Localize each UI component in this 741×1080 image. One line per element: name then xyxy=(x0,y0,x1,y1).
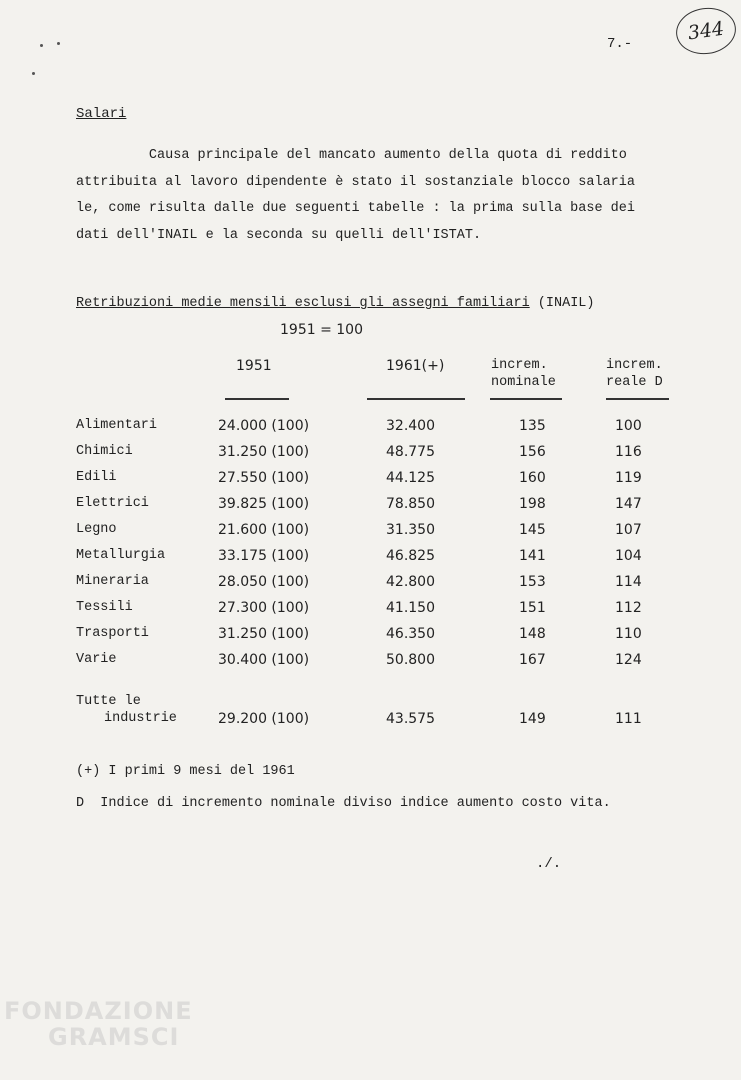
value-real: 100 xyxy=(615,418,642,434)
value-real: 112 xyxy=(615,600,642,616)
table-row xyxy=(0,548,741,568)
value-1961: 44.125 xyxy=(386,470,435,486)
scan-speck xyxy=(40,44,43,47)
row-label: Chimici xyxy=(76,444,133,459)
header-rule xyxy=(490,398,562,400)
total-nominal: 149 xyxy=(519,711,546,727)
value-real: 119 xyxy=(615,470,642,486)
paragraph-line: dati dell'INAIL e la seconda su quelli dell'ISTAT. xyxy=(76,228,482,243)
header-rule xyxy=(367,398,465,400)
header-rule xyxy=(606,398,669,400)
value-real: 124 xyxy=(615,652,642,668)
header-nominal-line1: increm. xyxy=(491,358,548,373)
table-row xyxy=(0,574,741,594)
value-1951: 31.250 (100) xyxy=(218,444,310,460)
value-nominal: 151 xyxy=(519,600,546,616)
value-real: 107 xyxy=(615,522,642,538)
paragraph-line: le, come risulta dalle due seguenti tabelle : la prima sulla base dei xyxy=(76,201,635,216)
value-nominal: 148 xyxy=(519,626,546,642)
value-1961: 31.350 xyxy=(386,522,435,538)
table-title-source: (INAIL) xyxy=(529,296,595,311)
scan-speck xyxy=(57,42,60,45)
paragraph-line: attribuita al lavoro dipendente è stato il sostanziale blocco salaria xyxy=(76,175,635,190)
value-1961: 42.800 xyxy=(386,574,435,590)
value-nominal: 145 xyxy=(519,522,546,538)
watermark-line1: FONDAZIONE xyxy=(4,997,193,1025)
value-1951: 31.250 (100) xyxy=(218,626,310,642)
page-number: 7.- xyxy=(607,36,633,52)
table-row xyxy=(0,496,741,516)
footnote-d: D Indice di incremento nominale diviso indice aumento costo vita. xyxy=(76,796,611,811)
paragraph-line: Causa principale del mancato aumento della quota di reddito xyxy=(76,148,627,163)
value-1951: 39.825 (100) xyxy=(218,496,310,512)
footnote-plus: (+) I primi 9 mesi del 1961 xyxy=(76,764,295,779)
value-1961: 32.400 xyxy=(386,418,435,434)
header-1961: 1961(+) xyxy=(386,358,445,374)
value-1961: 50.800 xyxy=(386,652,435,668)
table-row xyxy=(0,444,741,464)
row-label: Varie xyxy=(76,652,117,667)
value-1951: 30.400 (100) xyxy=(218,652,310,668)
row-label: Elettrici xyxy=(76,496,149,511)
total-real: 111 xyxy=(615,711,642,727)
row-label: Tessili xyxy=(76,600,133,615)
value-1951: 33.175 (100) xyxy=(218,548,310,564)
table-row xyxy=(0,418,741,438)
value-1961: 48.775 xyxy=(386,444,435,460)
table-row xyxy=(0,600,741,620)
value-nominal: 156 xyxy=(519,444,546,460)
scan-speck xyxy=(32,72,35,75)
total-1951: 29.200 (100) xyxy=(218,711,310,727)
value-real: 104 xyxy=(615,548,642,564)
row-label: Alimentari xyxy=(76,418,158,433)
table-row xyxy=(0,626,741,646)
row-label: Trasporti xyxy=(76,626,149,641)
total-label: Tutte le xyxy=(76,694,141,709)
section-heading: Salari xyxy=(76,106,127,122)
header-nominal-line2: nominale xyxy=(491,375,556,390)
value-1951: 28.050 (100) xyxy=(218,574,310,590)
value-1961: 41.150 xyxy=(386,600,435,616)
value-1951: 27.300 (100) xyxy=(218,600,310,616)
value-real: 147 xyxy=(615,496,642,512)
table-title xyxy=(76,296,595,311)
value-1951: 24.000 (100) xyxy=(218,418,310,434)
value-1961: 46.825 xyxy=(386,548,435,564)
header-1951: 1951 xyxy=(236,358,272,374)
total-label: industrie xyxy=(104,711,177,726)
value-1961: 46.350 xyxy=(386,626,435,642)
total-1961: 43.575 xyxy=(386,711,435,727)
value-nominal: 198 xyxy=(519,496,546,512)
value-real: 110 xyxy=(615,626,642,642)
value-real: 114 xyxy=(615,574,642,590)
value-nominal: 167 xyxy=(519,652,546,668)
header-rule xyxy=(225,398,289,400)
value-1951: 27.550 (100) xyxy=(218,470,310,486)
total-row xyxy=(0,711,741,731)
row-label: Legno xyxy=(76,522,117,537)
value-real: 116 xyxy=(615,444,642,460)
header-real-line2: reale D xyxy=(606,375,663,390)
value-nominal: 135 xyxy=(519,418,546,434)
value-nominal: 153 xyxy=(519,574,546,590)
table-row xyxy=(0,522,741,542)
row-label: Edili xyxy=(76,470,117,485)
value-nominal: 160 xyxy=(519,470,546,486)
watermark-line2: GRAMSCI xyxy=(48,1023,180,1051)
row-label: Metallurgia xyxy=(76,548,166,563)
table-title-main: Retribuzioni medie mensili esclusi gli assegni familiari xyxy=(76,296,530,311)
table-base-year: 1951 = 100 xyxy=(280,322,363,338)
header-real-line1: increm. xyxy=(606,358,663,373)
row-label: Mineraria xyxy=(76,574,149,589)
value-nominal: 141 xyxy=(519,548,546,564)
continuation-mark: ./. xyxy=(536,856,562,872)
value-1961: 78.850 xyxy=(386,496,435,512)
value-1951: 21.600 (100) xyxy=(218,522,310,538)
archive-watermark xyxy=(4,998,193,1050)
table-row xyxy=(0,470,741,490)
table-row xyxy=(0,652,741,672)
archive-stamp: 344 xyxy=(673,4,739,58)
